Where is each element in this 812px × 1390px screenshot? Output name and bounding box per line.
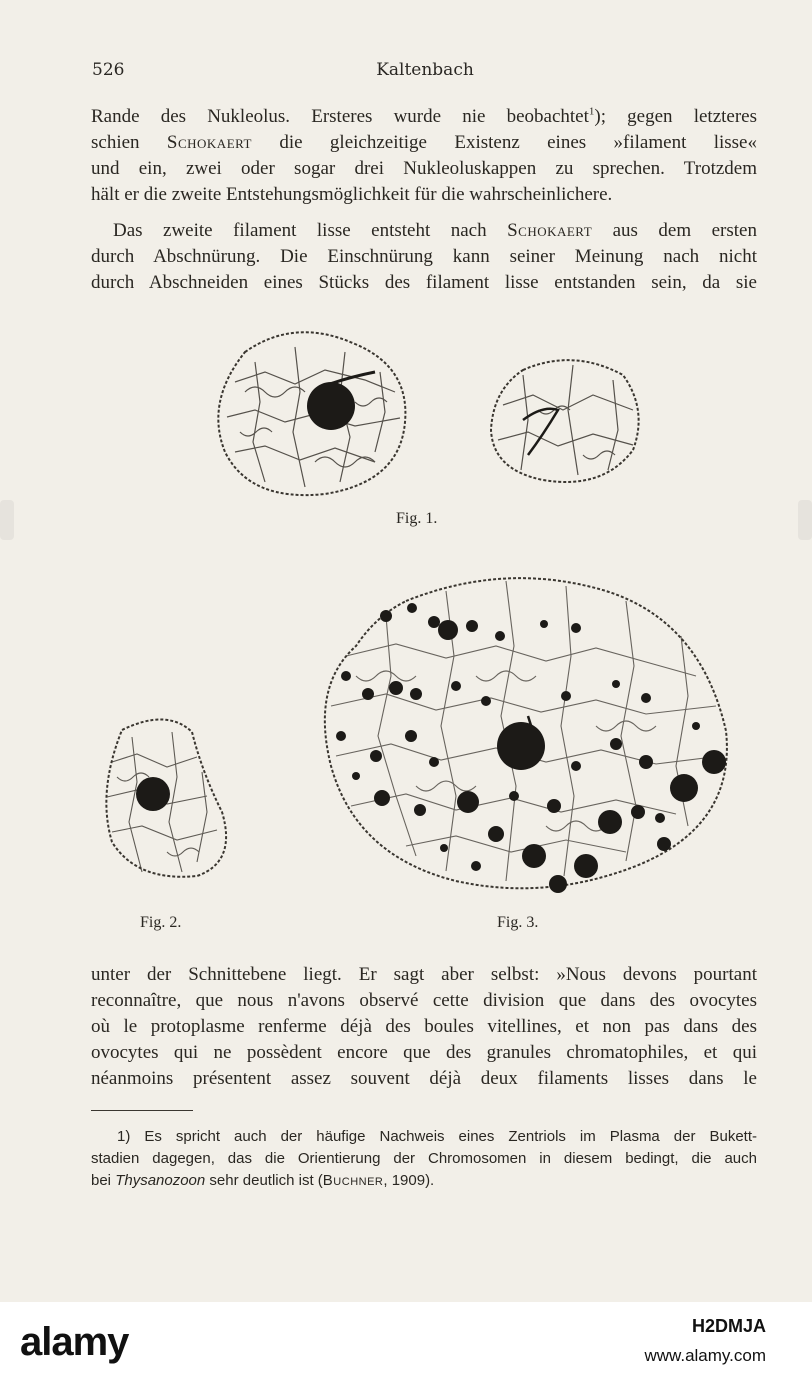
paragraph-3	[91, 962, 757, 1092]
species-name: Thysanozoon	[115, 1172, 206, 1189]
footnote-divider	[91, 1110, 193, 1111]
author-name: Buchner	[322, 1172, 384, 1189]
footnote-marker: 1)	[117, 1128, 131, 1145]
text-line: où le protoplasme renferme déjà des boules vitellines, et non pas dans des	[91, 1016, 757, 1037]
footnote	[91, 1126, 757, 1192]
watermark-image-id: H2DMJA	[691, 1316, 766, 1336]
figure-2-cell	[97, 712, 237, 882]
figure-2-caption: Fig. 2.	[140, 914, 182, 931]
text-line: reconnaître, que nous n'avons observé cette division que dans des ovocytes	[91, 990, 757, 1011]
footnote-ref: 1	[588, 105, 595, 118]
watermark-url: www.alamy.com	[644, 1346, 766, 1365]
running-title: Kaltenbach	[376, 60, 474, 80]
text-line: Das zweite filament lisse entsteht nach Schokaert aus dem ersten	[113, 220, 757, 241]
left-edge-mark	[0, 500, 14, 540]
footnote-line: 1) Es spricht auch der häufige Nachweis eines Zentriols im Plasma der Bukett-	[117, 1128, 757, 1145]
figure-3-cell	[316, 566, 741, 898]
author-name: Schokaert	[166, 132, 252, 153]
paragraph-2	[91, 218, 757, 296]
text-line: schien Schokaert die gleichzeitige Existenz eines »filament lisse«	[91, 132, 757, 153]
text-line: néanmoins présentent assez souvent déjà deux filaments lisses dans le	[91, 1068, 757, 1089]
footnote-line: bei Thysanozoon sehr deutlich ist (Buchner, 1909).	[91, 1172, 435, 1189]
author-name: Schokaert	[507, 220, 593, 241]
text-line: hält er die zweite Entstehungsmöglichkeit für die wahrscheinlichere.	[91, 184, 613, 205]
footnote-line: stadien dagegen, das die Orientierung der Chromosomen in diesem bedingt, die auch	[91, 1150, 757, 1167]
right-edge-mark	[798, 500, 812, 540]
figure-1-left-cell	[205, 322, 415, 502]
text-line: durch Abschnürung. Die Einschnürung kann seiner Meinung nach nicht	[91, 246, 757, 267]
text-line: durch Abschneiden eines Stücks des filament lisse entstanden sein, da sie	[91, 272, 757, 293]
paragraph-1	[91, 104, 757, 208]
text-line: ovocytes qui ne possèdent encore que des granules chromatophiles, et qui	[91, 1042, 757, 1063]
text-line: Rande des Nukleolus. Ersteres wurde nie beobachtet$^1$); gegen letzteres	[91, 105, 758, 127]
figure-1-caption: Fig. 1.	[396, 510, 438, 527]
figure-3-caption: Fig. 3.	[497, 914, 539, 931]
page-number: 526	[92, 60, 125, 80]
text-line: und ein, zwei oder sogar drei Nukleoluskappen zu sprechen. Trotzdem	[91, 158, 757, 179]
watermark-logo: alamy	[20, 1320, 129, 1364]
figure-1-right-cell	[483, 350, 649, 490]
page-header	[92, 60, 758, 86]
text-line: unter der Schnittebene liegt. Er sagt aber selbst: »Nous devons pourtant	[91, 964, 757, 985]
